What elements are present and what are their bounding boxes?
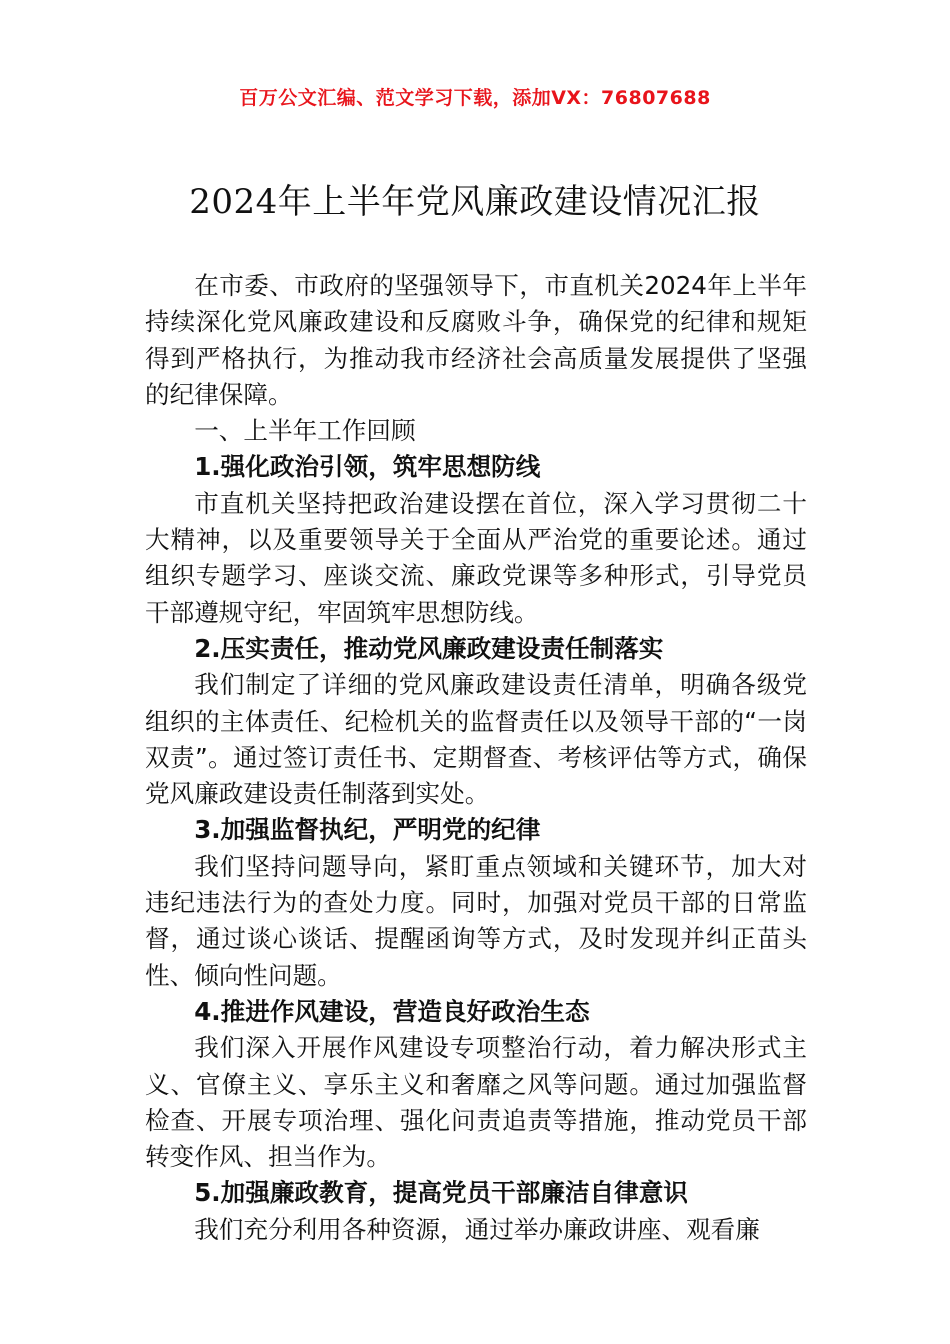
item-2-heading: 2.压实责任，推动党风廉政建设责任制落实	[194, 633, 664, 663]
item-5-paragraph: 我们充分利用各种资源，通过举办廉政讲座、观看廉	[194, 1214, 760, 1244]
item-1-paragraph: 市直机关坚持把政治建设摆在首位，深入学习贯彻二十大精神，以及重要领导关于全面从严治党的重要论述。通过组织专题学习、座谈交流、廉政党课等多种形式，引导党员干部遵规守纪，牢固筑牢思想防线。	[145, 488, 807, 627]
item-3-heading: 3.加强监督执纪，严明党的纪律	[194, 815, 541, 845]
item-5-heading: 5.加强廉政教育，提高党员干部廉洁自律意识	[194, 1178, 688, 1208]
intro-paragraph: 在市委、市政府的坚强领导下，市直机关2024年上半年持续深化党风廉政建设和反腐败斗争，确保党的纪律和规矩得到严格执行，为推动我市经济社会高质量发展提供了坚强的纪律保障。	[145, 271, 807, 409]
section-heading: 一、上半年工作回顾	[194, 416, 416, 446]
document-title: 2024年上半年党风廉政建设情况汇报	[189, 182, 761, 222]
item-2-paragraph: 我们制定了详细的党风廉政建设责任清单，明确各级党组织的主体责任、纪检机关的监督责任以及领导干部的“一岗双责”。通过签订责任书、定期督查、考核评估等方式，确保党风廉政建设责任制落到实处。	[145, 670, 807, 809]
item-3-paragraph: 我们坚持问题导向，紧盯重点领域和关键环节，加大对违纪违法行为的查处力度。同时，加强对党员干部的日常监督，通过谈心谈话、提醒函询等方式，及时发现并纠正苗头性、倾向性问题。	[145, 851, 807, 990]
item-4-paragraph: 我们深入开展作风建设专项整治行动，着力解决形式主义、官僚主义、享乐主义和奢靡之风等问题。通过加强监督检查、开展专项治理、强化问责追责等措施，推动党员干部转变作风、担当作为。	[145, 1033, 807, 1172]
item-4-heading: 4.推进作风建设，营造良好政治生态	[194, 996, 590, 1026]
header-promo-note: 百万公文汇编、范文学习下载，添加VX：76807688	[239, 87, 711, 109]
item-1-heading: 1.强化政治引领，筑牢思想防线	[194, 452, 541, 482]
document-body	[145, 268, 807, 1248]
